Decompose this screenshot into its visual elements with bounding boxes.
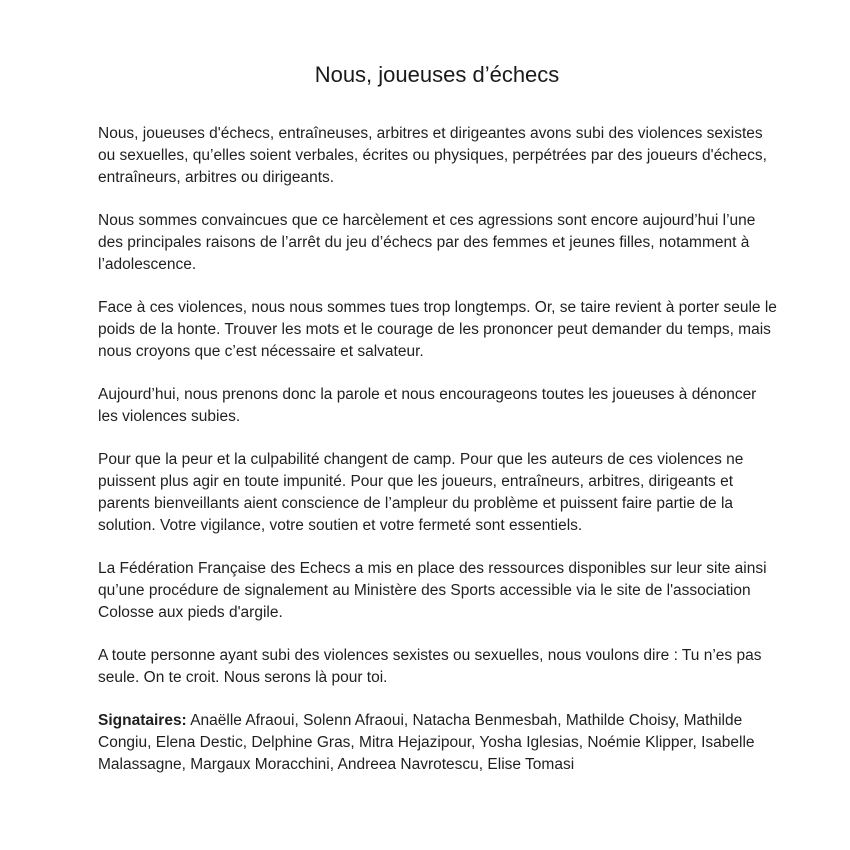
paragraph-5: Pour que la peur et la culpabilité changent de camp. Pour que les auteurs de ces violences ne puissent plus agir en toute impunité. Pour que les joueurs, entraîneurs, arbitres, dirigeants et parents bienveillants aient conscience de l’ampleur du problème et puissent faire partie de la solution. Votre vigilance, votre soutien et votre fermeté sont essentiels. bbox=[98, 451, 744, 534]
page-title: Nous, joueuses d’échecs bbox=[314, 62, 560, 87]
document-page bbox=[98, 60, 778, 776]
paragraph-1: Nous, joueuses d'échecs, entraîneuses, arbitres et dirigeantes avons subi des violences sexistes ou sexuelles, qu’elles soient verbales, écrites ou physiques, perpétrées par des joueurs d'échecs, entraîneurs, arbitres ou dirigeants. bbox=[98, 125, 767, 186]
paragraph-3: Face à ces violences, nous nous sommes tues trop longtemps. Or, se taire revient à porter seule le poids de la honte. Trouver les mots et le courage de les prononcer peut demander du temps, mais nous croyons que c’est nécessaire et salvateur. bbox=[98, 299, 777, 360]
paragraph-2: Nous sommes convaincues que ce harcèlement et ces agressions sont encore aujourd’hui l’une des principales raisons de l’arrêt du jeu d’échecs par des femmes et jeunes filles, notamment à l’adolescence. bbox=[98, 212, 756, 273]
paragraph-6: La Fédération Française des Echecs a mis en place des ressources disponibles sur leur site ainsi qu’une procédure de signalement au Ministère des Sports accessible via le site de l'association Colosse aux pieds d'argile. bbox=[98, 560, 767, 621]
signatories-label: Signataires: bbox=[98, 712, 187, 729]
paragraph-4: Aujourd’hui, nous prenons donc la parole et nous encourageons toutes les joueuses à dénoncer les violences subies. bbox=[98, 386, 757, 425]
paragraph-7: A toute personne ayant subi des violences sexistes ou sexuelles, nous voulons dire : Tu n’es pas seule. On te croit. Nous serons là pour toi. bbox=[98, 647, 762, 686]
signatories-paragraph bbox=[98, 710, 778, 776]
signatories-names: Anaëlle Afraoui, Solenn Afraoui, Natacha Benmesbah, Mathilde Choisy, Mathilde Congiu, Elena Destic, Delphine Gras, Mitra Hejazipour, Yosha Iglesias, Noémie Klipper, Isabelle Malassagne, Margaux Moracchini, Andreea Navrotescu, Elise Tomasi bbox=[98, 712, 755, 773]
